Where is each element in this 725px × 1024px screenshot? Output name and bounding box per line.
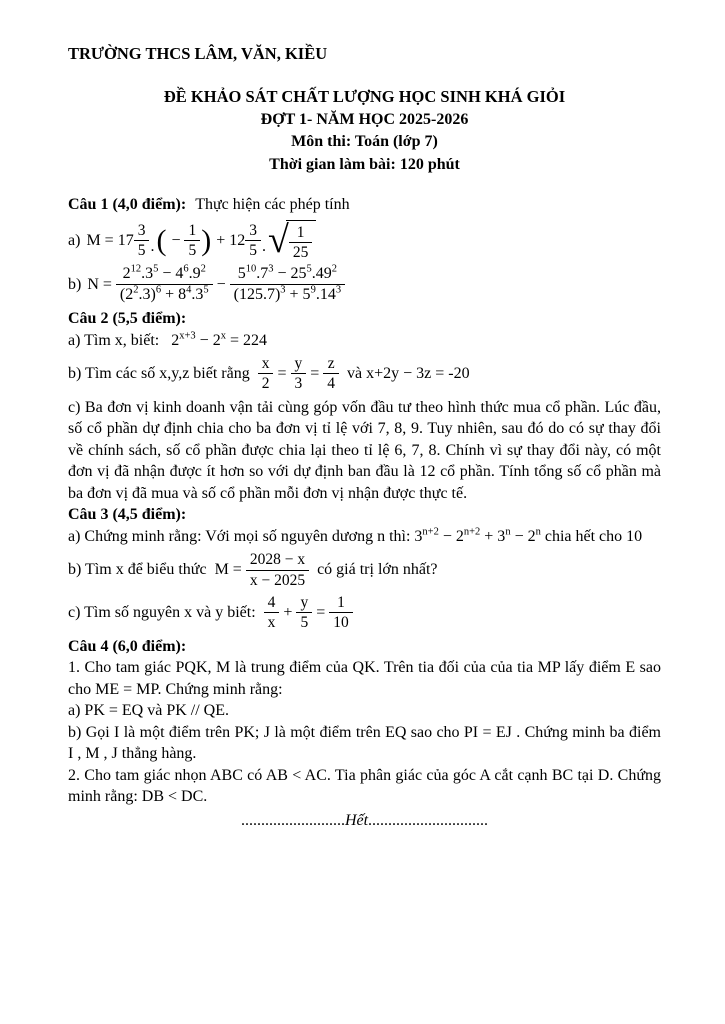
question-2-heading-line xyxy=(68,308,661,330)
frac-numerator: $5^{10}.7^3 - 25^5.49^2$ xyxy=(237,263,337,283)
q1b-lhs: N = xyxy=(87,275,112,293)
frac-denominator: 4 xyxy=(323,373,339,393)
q2a-line xyxy=(68,330,661,352)
fraction xyxy=(116,264,213,305)
fraction xyxy=(289,223,313,263)
frac-denominator: 25 xyxy=(289,242,313,262)
frac-numerator: $2^{12}.3^5 - 4^6.9^2$ xyxy=(122,263,206,283)
fraction xyxy=(296,593,312,633)
frac-denominator: 5 xyxy=(245,240,261,260)
fraction xyxy=(246,550,309,590)
frac-numerator: z xyxy=(327,355,335,373)
fraction xyxy=(291,354,307,394)
q3a-expression: $3^{n+2} - 2^{n+2} + 3^n - 2^n$ xyxy=(414,526,541,545)
equals-sign: = xyxy=(310,364,320,382)
multiply-dot: . xyxy=(262,238,266,256)
question-4-heading-line xyxy=(68,636,661,658)
equals-sign: = xyxy=(277,364,287,382)
frac-denominator: x xyxy=(264,612,280,632)
q3b-text: b) Tìm x để biểu thức xyxy=(68,561,207,579)
q4-part1b-paragraph: b) Gọi I là một điểm trên PK; J là một điểm trên EQ sao cho PI = EJ . Chứng minh ba điểm I , M , J thẳng hàng. xyxy=(68,723,661,763)
fraction xyxy=(264,593,280,633)
frac-denominator: 2 xyxy=(258,373,274,393)
fraction xyxy=(230,264,345,305)
q2b-text: b) Tìm các số x,y,z biết rằng xyxy=(68,364,250,382)
end-dots-right: .............................. xyxy=(368,811,489,829)
q1a-whole2: 12 xyxy=(229,231,246,249)
frac-denominator: 5 xyxy=(184,240,200,260)
q1a-whole1: 17 xyxy=(117,231,134,249)
end-label: Hết xyxy=(344,811,369,829)
frac-denominator: 5 xyxy=(296,612,312,632)
q3a-text: a) Chứng minh rằng: Với mọi số nguyên dương n thì: xyxy=(68,527,411,545)
frac-numerator: x xyxy=(261,355,270,373)
q2b-line xyxy=(68,354,661,394)
frac-numerator: 4 xyxy=(267,593,276,611)
fraction xyxy=(184,221,200,261)
frac-denominator: x − 2025 xyxy=(246,570,309,590)
exam-body xyxy=(68,194,661,831)
frac-denominator: 5 xyxy=(134,240,150,260)
exam-header-block xyxy=(68,86,661,176)
q1a-formula xyxy=(68,220,661,263)
q3b-line xyxy=(68,550,661,590)
question-4-heading: Câu 4 (6,0 điểm): xyxy=(68,637,187,655)
q1a-lhs: M = xyxy=(86,231,114,249)
minus-sign: − xyxy=(216,275,226,293)
exam-subject: Môn thi: Toán (lớp 7) xyxy=(291,133,438,150)
question-1-heading-line xyxy=(68,194,661,216)
frac-numerator: 2028 − x xyxy=(249,551,306,569)
frac-numerator: y xyxy=(300,593,309,611)
q4-part2-paragraph: 2. Cho tam giác nhọn ABC có AB < AC. Tia phân giác của góc A cắt cạnh BC tại D. Chứng minh rằng: DB < DC. xyxy=(68,766,661,806)
open-paren: ( xyxy=(156,223,167,257)
q1b-label: b) xyxy=(68,275,82,293)
q3a-line xyxy=(68,526,661,548)
frac-numerator: 1 xyxy=(188,222,197,239)
radicand xyxy=(286,220,317,263)
q3a-post: chia hết cho 10 xyxy=(544,527,643,545)
question-2-heading: Câu 2 (5,5 điểm): xyxy=(68,310,187,328)
q3c-text: c) Tìm số nguyên x và y biết: xyxy=(68,603,256,621)
end-dots-left: .......................... xyxy=(240,811,345,829)
frac-numerator: 1 xyxy=(296,223,305,241)
equals-sign: = xyxy=(316,603,326,621)
q3b-lhs: M = xyxy=(214,561,242,579)
q3b-post: có giá trị lớn nhất? xyxy=(317,561,438,579)
school-name: TRƯỜNG THCS LÂM, VĂN, KIỀU xyxy=(68,44,328,63)
q4-part1-paragraph: 1. Cho tam giác PQK, M là trung điểm của QK. Trên tia đối của của tia MP lấy điểm E sao cho ME = MP. Chứng minh rằng: xyxy=(68,659,661,698)
q3c-line xyxy=(68,593,661,633)
frac-numerator: 3 xyxy=(137,222,146,239)
end-of-exam-line xyxy=(68,810,661,832)
exam-title: ĐỀ KHẢO SÁT CHẤT LƯỢNG HỌC SINH KHÁ GIỎI xyxy=(163,87,566,106)
fraction xyxy=(245,221,261,261)
fraction xyxy=(134,221,150,261)
q2a-text: a) Tìm x, biết: xyxy=(68,331,160,349)
question-1-heading: Câu 1 (4,0 điểm): xyxy=(68,196,187,213)
q2b-condition: và x+2y − 3z = -20 xyxy=(347,364,470,382)
frac-denominator: 3 xyxy=(291,373,307,393)
question-3-heading-line xyxy=(68,504,661,526)
frac-numerator: 3 xyxy=(249,222,257,239)
q2a-equation: $2^{x+3} - 2^x = 224$ xyxy=(171,330,267,349)
exam-round: ĐỢT 1- NĂM HỌC 2025-2026 xyxy=(260,110,469,128)
question-1-intro: Thực hiện các phép tính xyxy=(195,196,350,213)
plus-sign: + xyxy=(216,231,226,249)
frac-numerator: y xyxy=(294,355,303,373)
minus-sign: − xyxy=(171,231,181,249)
plus-sign: + xyxy=(283,603,293,621)
question-3-heading: Câu 3 (4,5 điểm): xyxy=(68,506,187,524)
q1b-formula xyxy=(68,264,661,305)
multiply-dot: . xyxy=(150,238,155,256)
fraction xyxy=(323,354,339,394)
radical-icon: √ xyxy=(268,219,289,262)
frac-numerator: 1 xyxy=(337,593,345,611)
q4-part1a-line: a) PK = EQ và PK // QE. xyxy=(68,702,230,720)
exam-duration: Thời gian làm bài: 120 phút xyxy=(269,155,460,173)
frac-denominator: $(2^2.3)^6 + 8^4.3^5$ xyxy=(116,284,213,305)
sqrt-radical xyxy=(268,220,316,263)
frac-denominator: 10 xyxy=(329,612,353,632)
q1a-label: a) xyxy=(68,231,81,249)
frac-denominator: $(125.7)^3 + 5^9.14^3$ xyxy=(230,284,345,305)
q2c-paragraph: c) Ba đơn vị kinh doanh vận tải cùng góp vốn đầu tư theo hình thức mua cổ phần. Lúc đầu, số cổ phần dự định chia cho ba đơn vị tỉ lệ với 7, 8, 9. Tuy nhiên, sau đó do có sự thay đổi về chính sách, số cổ phần được chia lại theo tỉ lệ 6, 7, 8. Chính vì sự thay đổi này, có một đơn vị đã nhận được ít hơn so với dự định ban đầu là 12 cổ phần. Tính tổng số cổ phần mà ba đơn vị đã mua và số cổ phần mỗi đơn vị nhận được thực tế. xyxy=(68,398,661,502)
fraction xyxy=(329,593,353,633)
close-paren: ) xyxy=(201,223,212,257)
fraction xyxy=(258,354,274,394)
